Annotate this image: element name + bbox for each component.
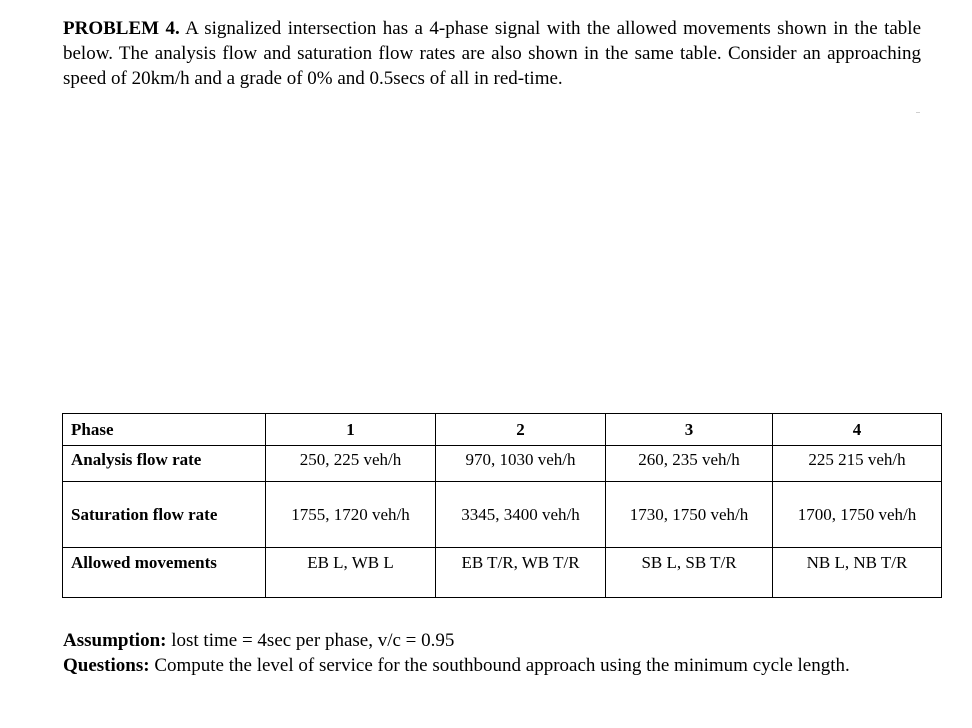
signal-phase-table [62,413,942,598]
table-cell: 260, 235 veh/h [606,446,773,482]
phase-4-header: 4 [773,414,942,446]
questions-line [63,653,921,678]
phase-1-header: 1 [266,414,436,446]
questions-label: Questions: [63,655,150,676]
table-cell: EB T/R, WB T/R [436,548,606,598]
problem-statement [63,16,921,91]
table-cell: 225 215 veh/h [773,446,942,482]
table-cell: EB L, WB L [266,548,436,598]
table-cell: 250, 225 veh/h [266,446,436,482]
header-label: Phase [63,414,266,446]
row-label: Saturation flow rate [63,482,266,548]
problem-text: A signalized intersection has a 4-phase signal with the allowed movements shown in the table below. The analysis flow and saturation flow rates are also shown in the same table. Consider an approaching speed of 20km/h and a grade of 0% and 0.5secs of all in red-time. [63,18,922,89]
table-cell: NB L, NB T/R [773,548,942,598]
table-row [63,548,942,598]
table-row [63,482,942,548]
stray-mark [916,112,920,113]
questions-text: Compute the level of service for the southbound approach using the minimum cycle length. [149,655,850,676]
table-cell: 3345, 3400 veh/h [436,482,606,548]
table-cell: 1755, 1720 veh/h [266,482,436,548]
table-cell: 1730, 1750 veh/h [606,482,773,548]
table-cell: 1700, 1750 veh/h [773,482,942,548]
assumption-line [63,628,921,653]
table-header-row [63,414,942,446]
phase-3-header: 3 [606,414,773,446]
table-row [63,446,942,482]
assumption-text: lost time = 4sec per phase, v/c = 0.95 [166,630,455,651]
table-cell: 970, 1030 veh/h [436,446,606,482]
row-label: Allowed movements [63,548,266,598]
assumption-label: Assumption: [63,630,167,651]
table-cell: SB L, SB T/R [606,548,773,598]
problem-heading: PROBLEM 4. [63,18,180,39]
phase-2-header: 2 [436,414,606,446]
row-label: Analysis flow rate [63,446,266,482]
problem-footer [63,628,921,678]
